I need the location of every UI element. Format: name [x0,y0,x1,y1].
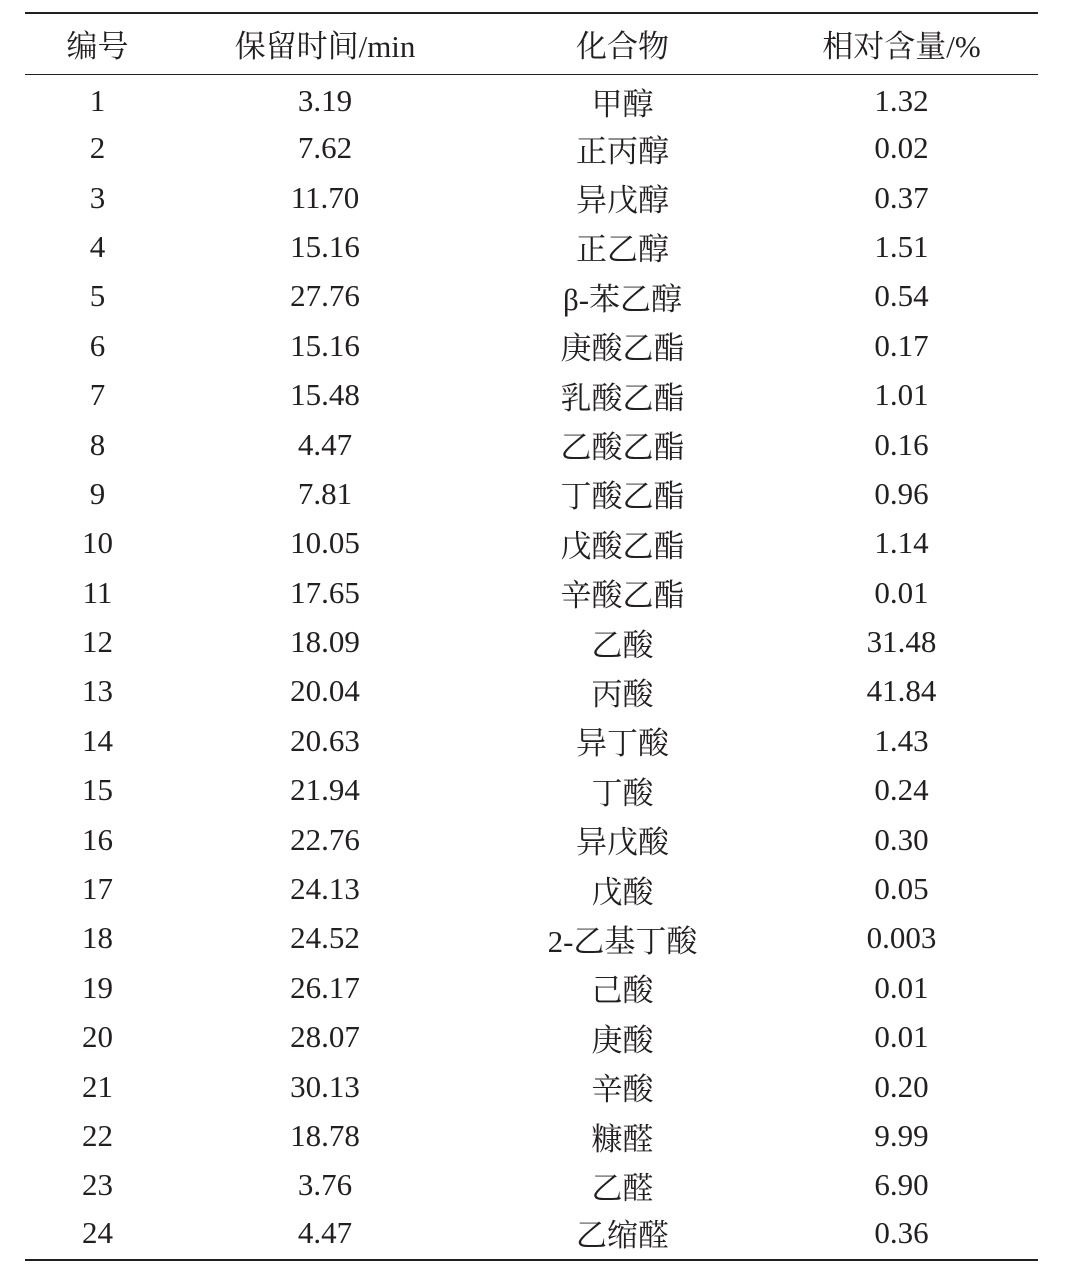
cell-retention-time: 3.19 [297,83,353,118]
table-row [25,568,1038,617]
table-row [25,74,1038,124]
cell-compound: 辛酸 [591,1072,654,1108]
cell-retention-time: 15.48 [290,377,360,413]
header-relative-content: 相对含量/% [765,13,1038,74]
cell-number: 14 [82,722,113,758]
cell-compound: 庚酸 [591,1022,654,1058]
cell-retention-time: 7.62 [297,130,353,166]
cell-number: 2 [89,130,106,166]
cell-compound: 丁酸乙酯 [560,479,685,515]
table-row [25,617,1038,666]
cell-number: 22 [82,1118,113,1153]
cell-compound: 糠醛 [591,1121,654,1157]
cell-retention-time: 7.81 [297,475,353,511]
table-row [25,519,1038,568]
compound-table [25,12,1038,1261]
table-header [25,13,1038,74]
cell-retention-time: 18.09 [290,624,360,660]
cell-number: 7 [89,377,106,413]
table-row [25,469,1038,518]
cell-number: 9 [89,475,106,511]
table-row [25,420,1038,469]
table-row [25,272,1038,321]
cell-relative-content: 0.16 [874,426,929,462]
cell-number: 16 [82,821,113,857]
table-row [25,815,1038,864]
cell-compound: 乙醛 [591,1170,654,1206]
table-row [25,1111,1038,1160]
cell-compound: 辛酸乙酯 [560,578,685,614]
table-row [25,370,1038,419]
cell-relative-content: 0.30 [874,821,929,857]
cell-number: 15 [82,772,113,808]
cell-relative-content: 6.90 [874,1167,929,1203]
cell-relative-content: 0.05 [874,871,929,907]
cell-compound: 甲醇 [591,86,654,122]
cell-number: 1 [89,83,106,118]
cell-compound: 庚酸乙酯 [560,331,685,367]
table-row [25,1062,1038,1111]
cell-retention-time: 15.16 [290,228,360,264]
cell-compound: 异丁酸 [576,726,669,762]
cell-number: 13 [82,673,113,709]
cell-compound: 异戊醇 [576,183,669,219]
cell-compound: 丁酸 [591,775,654,811]
cell-relative-content: 0.17 [874,327,929,363]
table-row [25,914,1038,963]
cell-relative-content: 9.99 [874,1118,929,1153]
cell-relative-content: 0.02 [874,130,929,166]
cell-retention-time: 4.47 [297,426,353,462]
cell-relative-content: 0.96 [874,475,929,511]
cell-number: 12 [82,624,113,660]
cell-compound: 戊酸乙酯 [560,528,685,564]
cell-number: 8 [89,426,106,462]
table-row [25,321,1038,370]
cell-number: 21 [82,1068,113,1104]
cell-compound: 己酸 [591,973,654,1009]
table-row [25,1013,1038,1062]
table-row [25,222,1038,271]
cell-compound: 正乙醇 [576,232,669,268]
cell-relative-content: 0.54 [874,278,929,314]
table-row [25,963,1038,1012]
cell-compound: 乳酸乙酯 [560,380,685,416]
cell-relative-content: 1.43 [874,722,929,758]
cell-relative-content: 31.48 [866,624,937,660]
cell-number: 3 [89,179,106,215]
cell-relative-content: 1.51 [874,228,929,264]
cell-relative-content: 0.01 [874,1019,929,1055]
table-row [25,716,1038,765]
cell-retention-time: 26.17 [290,969,360,1005]
table-row [25,864,1038,913]
cell-compound: 乙缩醛 [480,1210,765,1260]
cell-retention-time: 4.47 [170,1210,480,1260]
cell-retention-time: 21.94 [290,772,360,808]
cell-retention-time: 3.76 [297,1167,353,1203]
cell-compound: β-苯乙醇 [562,281,683,317]
cell-retention-time: 28.07 [290,1019,360,1055]
cell-relative-content: 0.003 [866,920,937,956]
cell-compound: 乙酸 [591,627,654,663]
cell-number: 23 [82,1167,113,1203]
cell-retention-time: 24.52 [290,920,360,956]
cell-number: 4 [89,228,106,264]
cell-retention-time: 15.16 [290,327,360,363]
cell-retention-time: 20.63 [290,722,360,758]
cell-relative-content: 0.37 [874,179,929,215]
cell-compound: 戊酸 [591,874,654,910]
table-row [25,124,1038,173]
cell-compound: 丙酸 [591,676,654,712]
cell-number: 20 [82,1019,113,1055]
cell-retention-time: 27.76 [290,278,360,314]
cell-relative-content: 0.24 [874,772,929,808]
cell-relative-content: 1.32 [874,83,929,118]
cell-number: 19 [82,969,113,1005]
cell-number: 10 [82,525,113,561]
table-row [25,1161,1038,1210]
cell-relative-content: 41.84 [866,673,937,709]
header-number: 编号 [25,13,170,74]
cell-number: 11 [82,574,113,610]
header-compound: 化合物 [480,13,765,74]
cell-relative-content: 0.36 [765,1210,1038,1260]
table-body [25,74,1038,1260]
cell-retention-time: 30.13 [290,1068,360,1104]
cell-compound: 2-乙基丁酸 [547,923,698,959]
cell-relative-content: 0.01 [874,969,929,1005]
table-row [25,1210,1038,1260]
cell-retention-time: 10.05 [290,525,360,561]
compound-table-container [25,12,1038,1261]
table-row [25,766,1038,815]
cell-number: 18 [82,920,113,956]
cell-number: 24 [25,1210,170,1260]
cell-relative-content: 1.01 [874,377,929,413]
header-retention-time: 保留时间/min [170,13,480,74]
cell-retention-time: 24.13 [290,871,360,907]
cell-retention-time: 17.65 [290,574,360,610]
cell-retention-time: 18.78 [290,1118,360,1153]
cell-number: 6 [89,327,106,363]
cell-compound: 异戊酸 [576,825,669,861]
cell-number: 17 [82,871,113,907]
cell-relative-content: 1.14 [874,525,929,561]
header-row [25,13,1038,74]
table-row [25,173,1038,222]
cell-retention-time: 22.76 [290,821,360,857]
cell-relative-content: 0.20 [874,1068,929,1104]
cell-compound: 正丙醇 [576,133,669,169]
table-row [25,667,1038,716]
cell-compound: 乙酸乙酯 [560,430,685,466]
cell-relative-content: 0.01 [874,574,929,610]
cell-number: 5 [89,278,106,314]
cell-retention-time: 11.70 [290,179,360,215]
cell-retention-time: 20.04 [290,673,360,709]
